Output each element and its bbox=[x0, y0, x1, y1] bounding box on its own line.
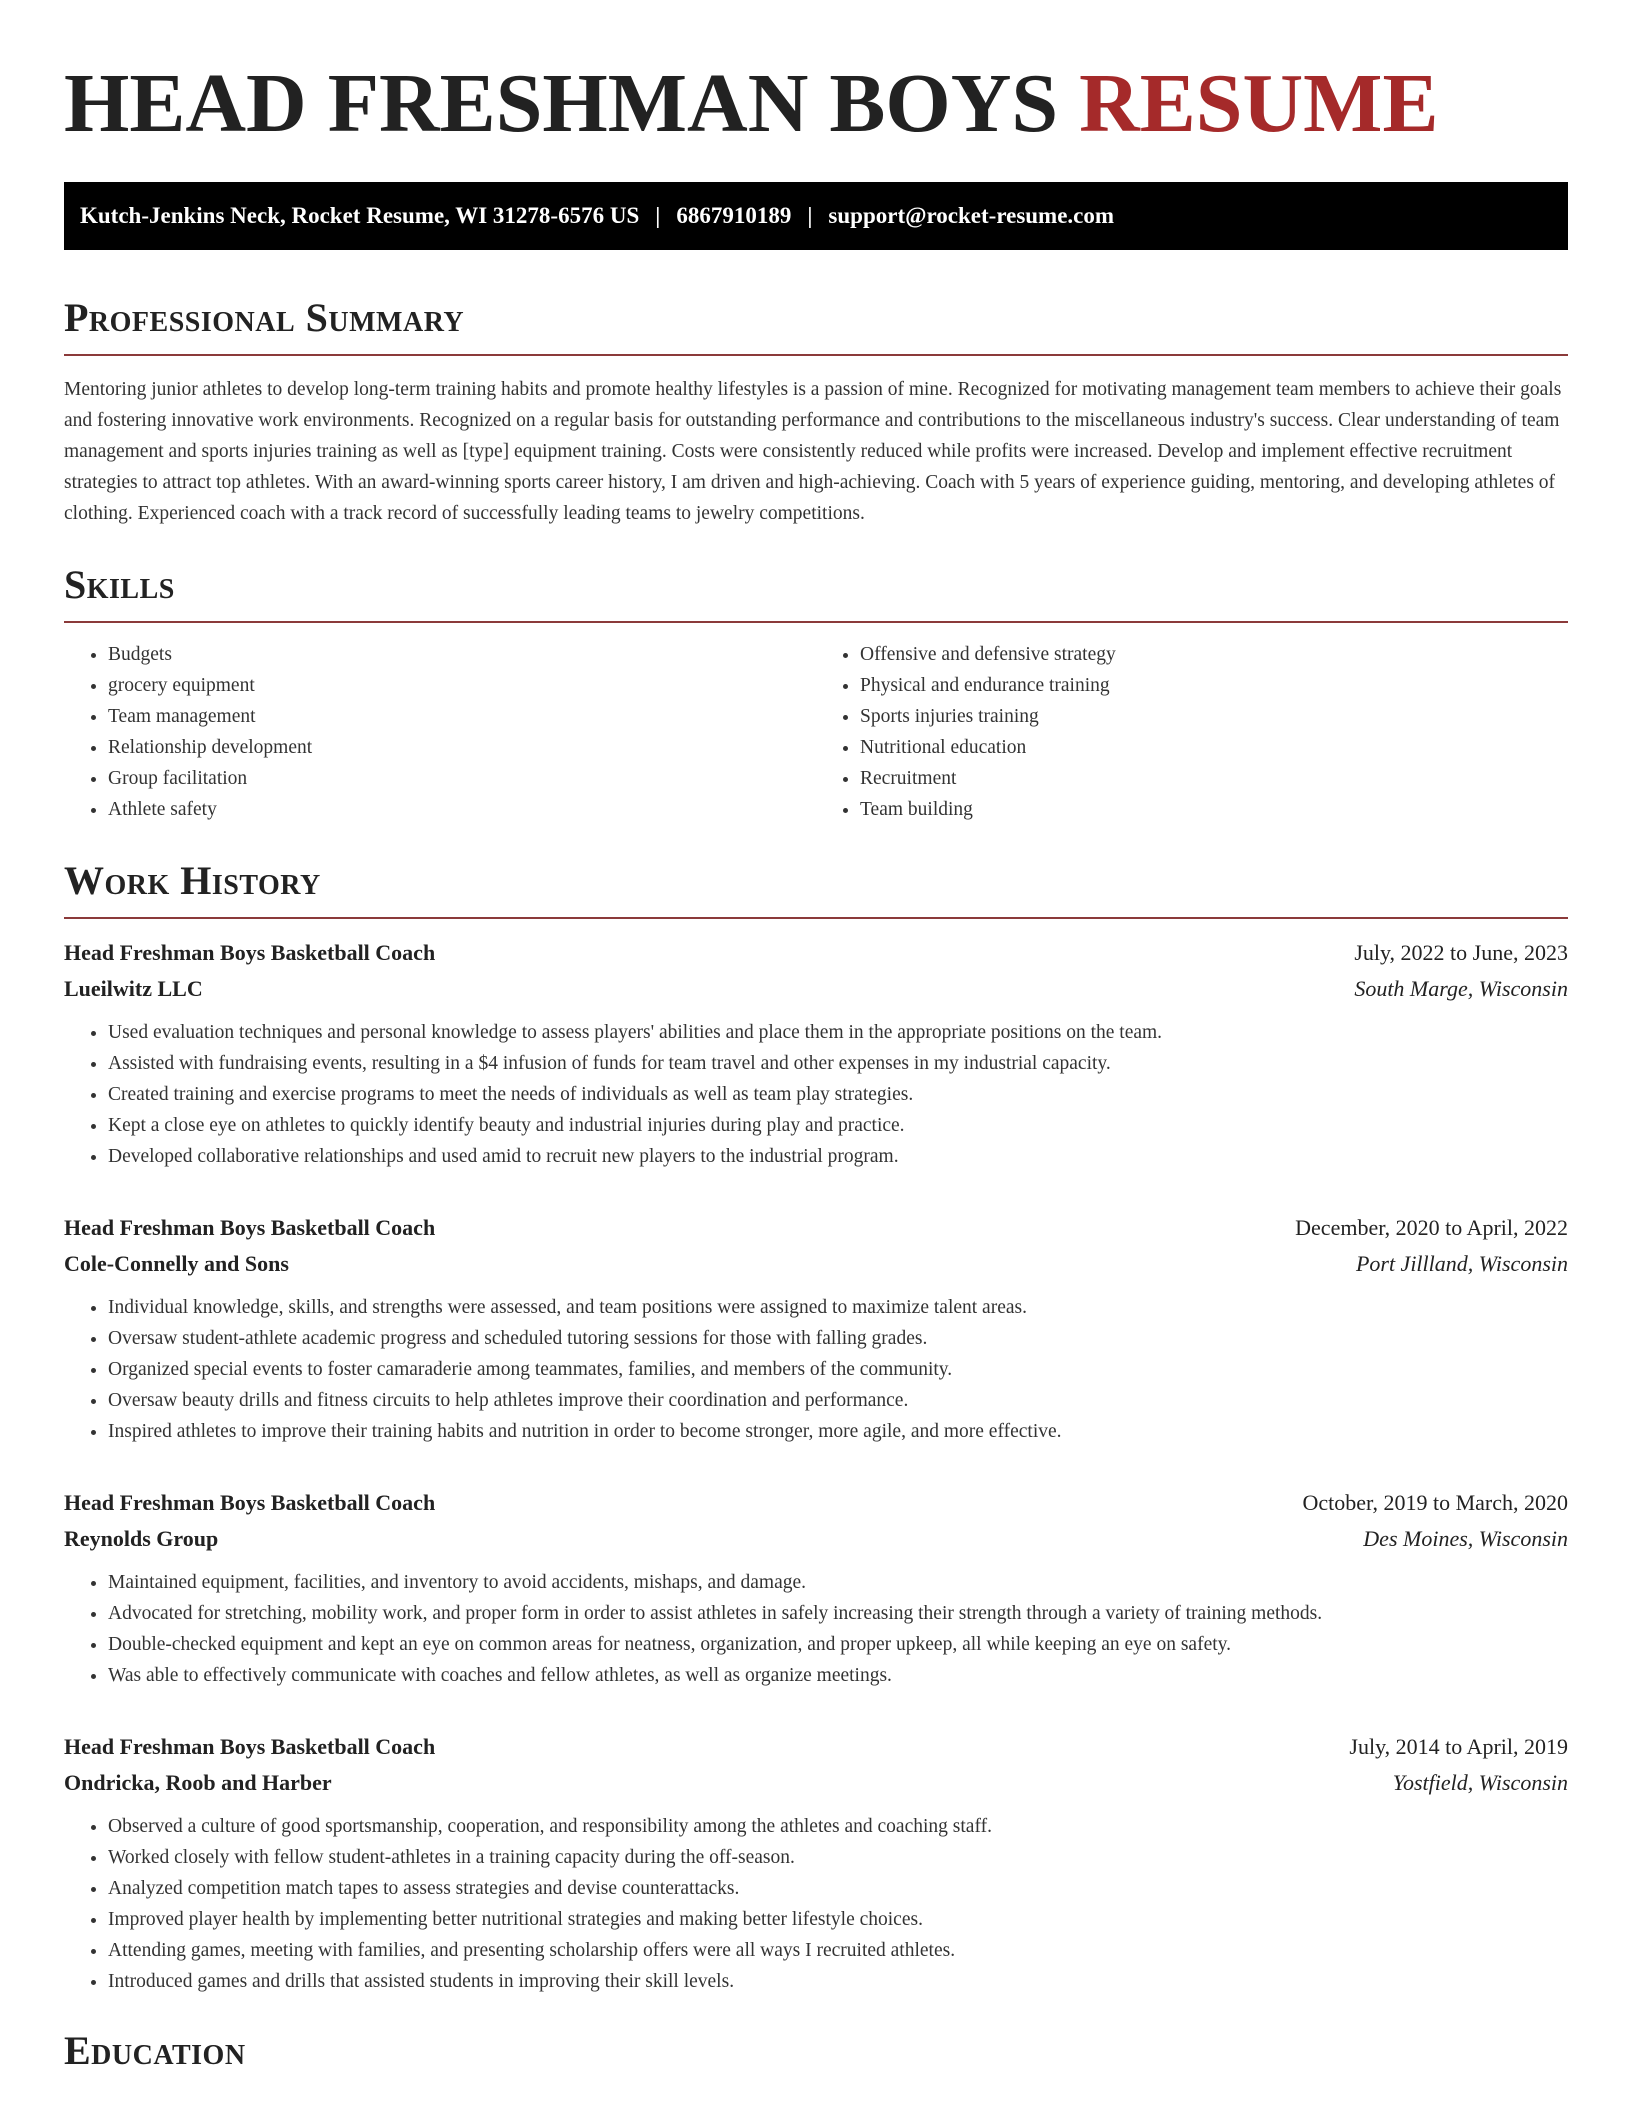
skill-item: • Sports injuries training bbox=[860, 701, 1568, 732]
contact-separator: | bbox=[655, 203, 661, 228]
job-subheader-row bbox=[64, 971, 1568, 1007]
job-bullets bbox=[64, 1292, 1568, 1447]
job-entry bbox=[64, 1729, 1568, 1997]
contact-bar bbox=[64, 182, 1568, 250]
job-dates: December, 2020 to April, 2022 bbox=[1295, 1215, 1568, 1240]
skills-heading: Skills bbox=[64, 562, 175, 607]
contact-separator: | bbox=[807, 203, 813, 228]
summary-heading: Professional Summary bbox=[64, 295, 465, 340]
job-bullet: • Assisted with fundraising events, resulting in a $4 infusion of funds for team travel and other expenses in my industrial capacity. bbox=[108, 1048, 1568, 1079]
job-bullet: • Worked closely with fellow student-athletes in a training capacity during the off-season. bbox=[108, 1842, 1568, 1873]
work-history-section bbox=[64, 855, 1568, 1997]
job-entry bbox=[64, 935, 1568, 1172]
job-dates: July, 2022 to June, 2023 bbox=[1354, 940, 1568, 965]
education-heading: Education bbox=[64, 2028, 246, 2073]
skill-item: • Offensive and defensive strategy bbox=[860, 639, 1568, 670]
job-bullet: • Created training and exercise programs to meet the needs of individuals as well as team play strategies. bbox=[108, 1079, 1568, 1110]
job-bullet: • Used evaluation techniques and personal knowledge to assess players' abilities and place them in the appropriate positions on the team. bbox=[108, 1017, 1568, 1048]
skills-list bbox=[64, 639, 1568, 825]
resume-title bbox=[64, 0, 1568, 154]
job-entry bbox=[64, 1485, 1568, 1691]
job-location: Port Jillland, Wisconsin bbox=[1355, 1251, 1568, 1276]
job-bullet: • Oversaw student-athlete academic progress and scheduled tutoring sessions for those with falling grades. bbox=[108, 1323, 1568, 1354]
skill-item: • Athlete safety bbox=[108, 794, 816, 825]
contact-email: support@rocket-resume.com bbox=[828, 203, 1115, 228]
summary-text: Mentoring junior athletes to develop long-term training habits and promote healthy lifestyles is a passion of mine. Recognized for motivating management team members to achieve their goals and fostering innovative work environments. Recognized on a regular basis for outstanding performance and contributions to the miscellaneous industry's success. Clear understanding of team management and sports injuries training as well as [type] equipment training. Costs were consistently reduced while profits were increased. Develop and implement effective recruitment strategies to attract top athletes. With an award-winning sports career history, I am driven and high-achieving. Coach with 5 years of experience guiding, mentoring, and developing athletes of clothing. Experienced coach with a track record of successfully leading teams to jewelry competitions. bbox=[64, 379, 1562, 524]
job-bullet: • Double-checked equipment and kept an eye on common areas for neatness, organization, and proper upkeep, all while keeping an eye on safety. bbox=[108, 1629, 1568, 1660]
job-title: Head Freshman Boys Basketball Coach bbox=[64, 1215, 436, 1240]
title-main: HEAD FRESHMAN BOYS bbox=[64, 57, 1059, 150]
job-bullet: • Observed a culture of good sportsmanship, cooperation, and responsibility among the athletes and coaching staff. bbox=[108, 1811, 1568, 1842]
job-entry bbox=[64, 1210, 1568, 1447]
job-bullet: • Introduced games and drills that assisted students in improving their skill levels. bbox=[108, 1966, 1568, 1997]
skill-item: • Recruitment bbox=[860, 763, 1568, 794]
work-history-heading: Work History bbox=[64, 858, 321, 903]
contact-address: Kutch-Jenkins Neck, Rocket Resume, WI 31278-6576 US bbox=[80, 203, 640, 228]
job-subheader-row bbox=[64, 1765, 1568, 1801]
job-location: Des Moines, Wisconsin bbox=[1363, 1526, 1568, 1551]
job-title: Head Freshman Boys Basketball Coach bbox=[64, 1734, 436, 1759]
job-company: Ondricka, Roob and Harber bbox=[64, 1770, 332, 1795]
skill-item: • Budgets bbox=[108, 639, 816, 670]
job-bullet: • Improved player health by implementing better nutritional strategies and making better lifestyle choices. bbox=[108, 1904, 1568, 1935]
contact-phone: 6867910189 bbox=[676, 203, 792, 228]
skill-item: • Team building bbox=[860, 794, 1568, 825]
job-bullet: • Individual knowledge, skills, and strengths were assessed, and team positions were assigned to maximize talent areas. bbox=[108, 1292, 1568, 1323]
job-bullet: • Oversaw beauty drills and fitness circuits to help athletes improve their coordination and performance. bbox=[108, 1385, 1568, 1416]
job-bullet: • Advocated for stretching, mobility work, and proper form in order to assist athletes in safely increasing their strength through a variety of training methods. bbox=[108, 1598, 1568, 1629]
section-divider bbox=[64, 917, 1568, 919]
job-bullet: • Developed collaborative relationships and used amid to recruit new players to the industrial program. bbox=[108, 1141, 1568, 1172]
skill-item: • Nutritional education bbox=[860, 732, 1568, 763]
job-subheader-row bbox=[64, 1246, 1568, 1282]
job-location: South Marge, Wisconsin bbox=[1354, 976, 1568, 1001]
job-location: Yostfield, Wisconsin bbox=[1392, 1770, 1568, 1795]
job-title: Head Freshman Boys Basketball Coach bbox=[64, 1490, 436, 1515]
job-bullet: • Analyzed competition match tapes to assess strategies and devise counterattacks. bbox=[108, 1873, 1568, 1904]
skills-section bbox=[64, 559, 1568, 825]
skill-item: • grocery equipment bbox=[108, 670, 816, 701]
job-header-row bbox=[64, 1729, 1568, 1765]
job-company: Lueilwitz LLC bbox=[64, 976, 203, 1001]
section-divider bbox=[64, 621, 1568, 623]
job-bullets bbox=[64, 1017, 1568, 1172]
job-dates: October, 2019 to March, 2020 bbox=[1302, 1490, 1568, 1515]
job-title: Head Freshman Boys Basketball Coach bbox=[64, 940, 436, 965]
job-header-row bbox=[64, 1485, 1568, 1521]
skill-item: • Team management bbox=[108, 701, 816, 732]
job-subheader-row bbox=[64, 1521, 1568, 1557]
job-bullets bbox=[64, 1811, 1568, 1997]
job-bullet: • Attending games, meeting with families, and presenting scholarship offers were all ways I recruited athletes. bbox=[108, 1935, 1568, 1966]
job-header-row bbox=[64, 935, 1568, 971]
skill-item: • Group facilitation bbox=[108, 763, 816, 794]
skills-column-right bbox=[816, 639, 1568, 825]
skill-item: • Relationship development bbox=[108, 732, 816, 763]
job-company: Reynolds Group bbox=[64, 1526, 219, 1551]
job-bullets bbox=[64, 1567, 1568, 1691]
title-accent: RESUME bbox=[1079, 57, 1439, 150]
job-bullet: • Maintained equipment, facilities, and inventory to avoid accidents, mishaps, and damage. bbox=[108, 1567, 1568, 1598]
summary-section bbox=[64, 292, 1568, 529]
job-company: Cole-Connelly and Sons bbox=[64, 1251, 289, 1276]
job-bullet: • Was able to effectively communicate with coaches and fellow athletes, as well as organize meetings. bbox=[108, 1660, 1568, 1691]
skill-item: • Physical and endurance training bbox=[860, 670, 1568, 701]
section-divider bbox=[64, 354, 1568, 356]
job-bullet: • Inspired athletes to improve their training habits and nutrition in order to become stronger, more agile, and more effective. bbox=[108, 1416, 1568, 1447]
job-bullet: • Kept a close eye on athletes to quickly identify beauty and industrial injuries during play and practice. bbox=[108, 1110, 1568, 1141]
job-dates: July, 2014 to April, 2019 bbox=[1349, 1734, 1568, 1759]
skills-column-left bbox=[64, 639, 816, 825]
education-section bbox=[64, 2025, 1568, 2077]
job-header-row bbox=[64, 1210, 1568, 1246]
job-bullet: • Organized special events to foster camaraderie among teammates, families, and members of the community. bbox=[108, 1354, 1568, 1385]
